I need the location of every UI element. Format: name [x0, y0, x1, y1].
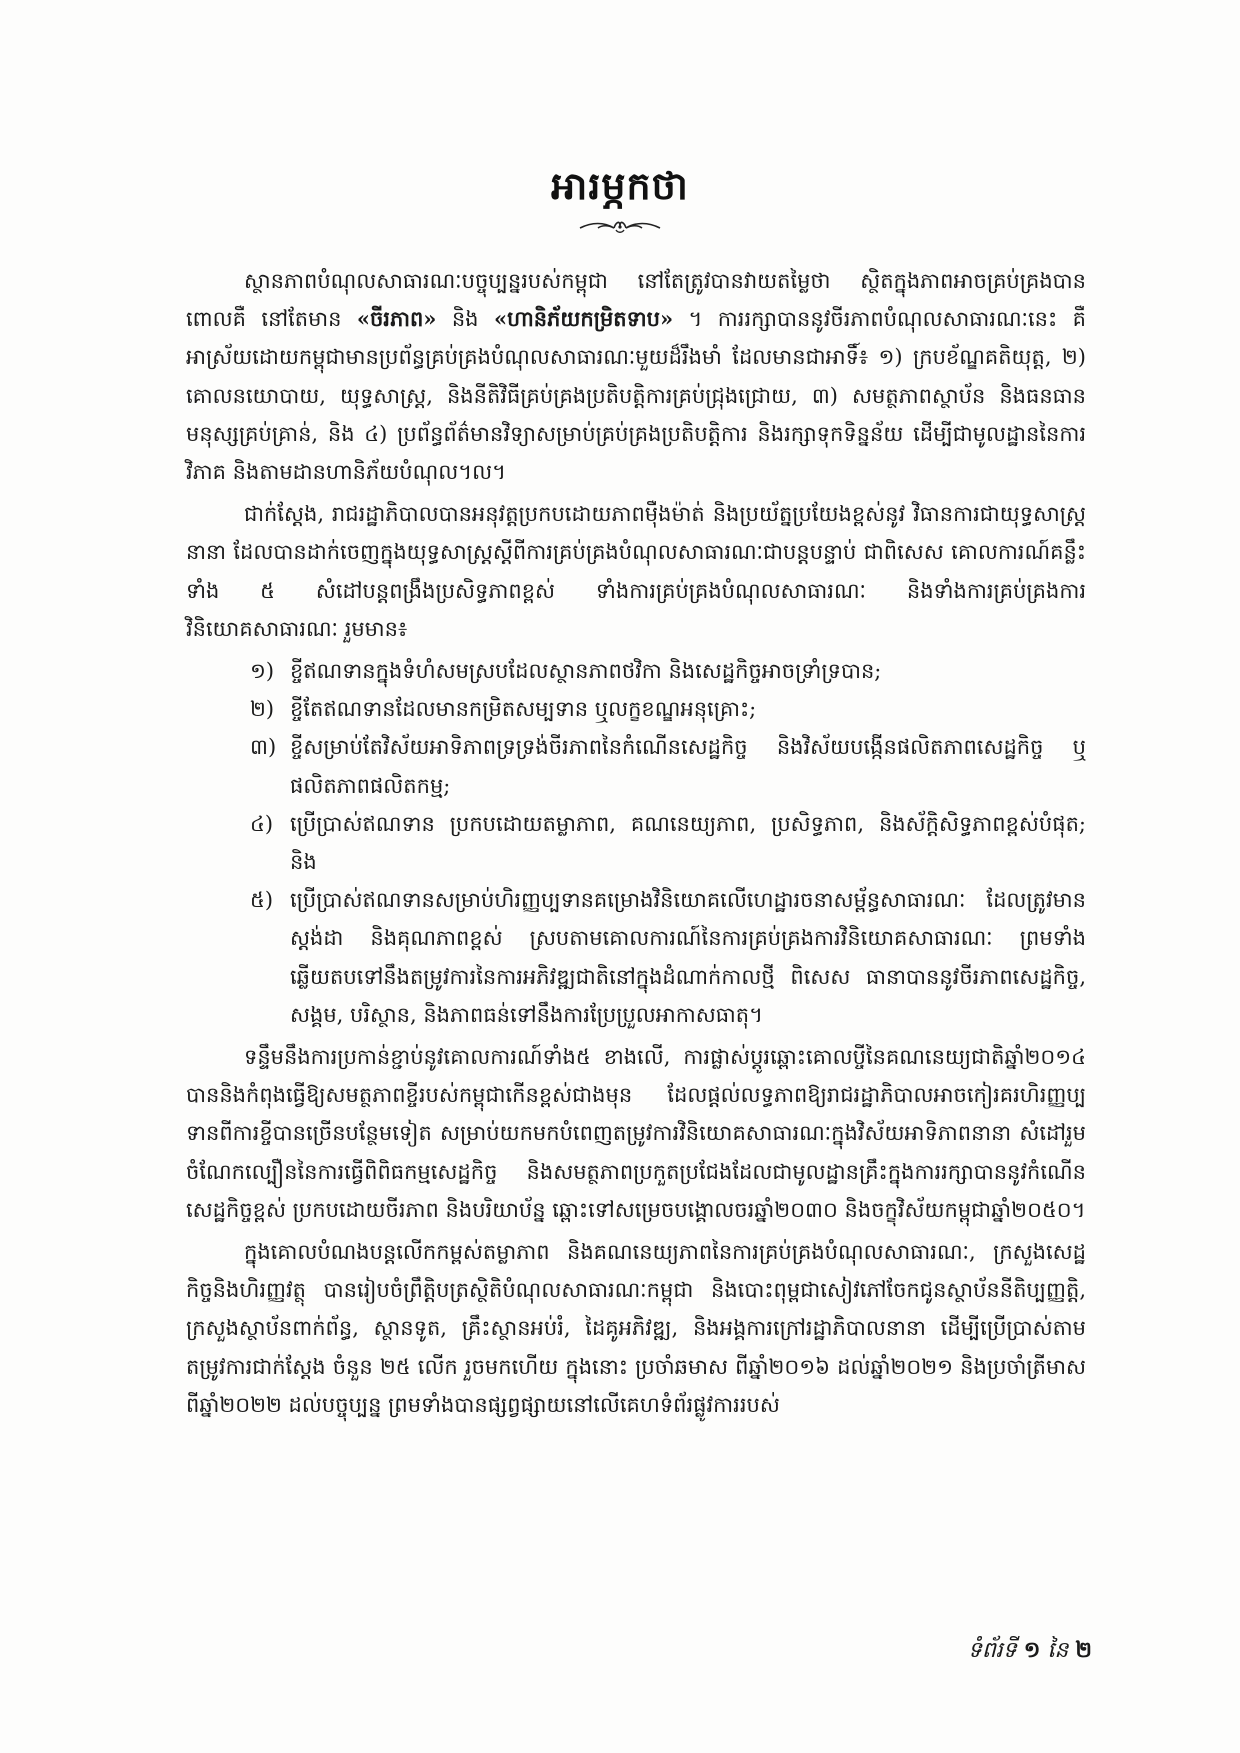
decorative-flourish-icon	[0, 218, 1240, 240]
list-item	[186, 881, 1086, 1034]
list-item-number: ៤)	[250, 811, 274, 836]
paragraph-1	[186, 262, 1086, 491]
list-item-text: ប្រើប្រាស់ឥណទានសម្រាប់ហិរញ្ញប្បទានគម្រោងវិនិយោគលើហេដ្ឋារចនាសម្ព័ន្ធសាធារណៈ ដែលត្រូវមានស្តង់ដា និងគុណភាពខ្ពស់ ស្របតាមគោលការណ៍នៃការគ្រប់គ្រងការវិនិយោគសាធារណៈ ព្រមទាំងឆ្លើយតបទៅនឹងតម្រូវការនៃការអភិវឌ្ឍជាតិនៅក្នុងដំណាក់កាលថ្មី ពិសេស ធានាបាននូវចីរភាពសេដ្ឋកិច្ច, សង្គម, បរិស្ថាន, និងភាពធន់ទៅនឹងការប្រែប្រួលអាកាសធាតុ។	[290, 888, 1086, 1027]
page-number	[968, 1636, 1092, 1668]
paragraph-4: ក្នុងគោលបំណងបន្តលើកកម្ពស់តម្លាភាព និងគណនេយ្យភាពនៃការគ្រប់គ្រងបំណុលសាធារណៈ, ក្រសួងសេដ្ឋកិច្ចនិងហិរញ្ញវត្ថុ បានរៀបចំព្រឹត្តិបត្រស្ថិតិបំណុលសាធារណៈកម្ពុជា និងបោះពុម្ពជាសៀវភៅចែកជូនស្ថាប័ននីតិប្បញ្ញត្តិ, ក្រសួងស្ថាប័នពាក់ព័ន្ធ, ស្ថានទូត, គ្រឹះស្ថានអប់រំ, ដៃគូអភិវឌ្ឍ, និងអង្គការក្រៅរដ្ឋាភិបាលនានា ដើម្បីប្រើប្រាស់តាមតម្រូវការជាក់ស្តែង ចំនួន ២៥ លើក រួចមកហើយ ក្នុងនោះ ប្រចាំឆមាស ពីឆ្នាំ២០១៦ ដល់ឆ្នាំ២០២១ និងប្រចាំត្រីមាស ពីឆ្នាំ២០២២ ដល់បច្ចុប្បន្ន ព្រមទាំងបានផ្សព្វផ្សាយនៅលើគេហទំព័រផ្លូវការរបស់	[186, 1240, 1086, 1417]
list-item	[186, 805, 1086, 881]
page-number-prefix: ទំព័រទី	[967, 1638, 1024, 1663]
low-risk-term: «ហានិភ័យកម្រិតទាប»	[493, 306, 674, 332]
list-item-number: ២)	[250, 697, 275, 722]
principles-list	[186, 652, 1086, 1034]
list-item-number: ១)	[250, 659, 275, 684]
list-item-text: ខ្ចីឥណទានក្នុងទំហំសមស្របដែលស្ថានភាពថវិកា និងសេដ្ឋកិច្ចអាចទ្រាំទ្របាន;	[290, 659, 882, 684]
list-item	[186, 690, 1086, 728]
page-number-current: ១	[1023, 1637, 1041, 1663]
list-item	[186, 652, 1086, 690]
flourish-icon	[578, 218, 662, 236]
list-item-text: ប្រើប្រាស់ឥណទាន ប្រកបដោយតម្លាភាព, គណនេយ្យភាព, ប្រសិទ្ធភាព, និងស័ក្តិសិទ្ធភាពខ្ពស់បំផុត; និង	[290, 811, 1086, 875]
paragraph-2: ជាក់ស្តែង, រាជរដ្ឋាភិបាលបានអនុវត្តប្រកបដោយភាពម៉ឺងម៉ាត់ និងប្រយ័ត្នប្រយែងខ្ពស់នូវ វិធានការជាយុទ្ធសាស្ត្រនានា ដែលបានដាក់ចេញក្នុងយុទ្ធសាស្ត្រស្តីពីការគ្រប់គ្រងបំណុលសាធារណៈជាបន្តបន្ទាប់ ជាពិសេស គោលការណ៍គន្លឹះទាំង ៥ សំដៅបន្តពង្រឹងប្រសិទ្ធភាពខ្ពស់ ទាំងការគ្រប់គ្រងបំណុលសាធារណៈ និងទាំងការគ្រប់គ្រងការវិនិយោគសាធារណៈ រួមមាន៖	[186, 502, 1086, 641]
paragraph-1-text-c: ។ ការរក្សាបាននូវចីរភាពបំណុលសាធារណៈនេះ គឺអាស្រ័យដោយកម្ពុជាមានប្រព័ន្ធគ្រប់គ្រងបំណុលសាធារណៈមួយដ៏រឹងមាំ ដែលមានជាអាទិ៍៖ ១) ក្របខ័ណ្ឌគតិយុត្ត, ២) គោលនយោបាយ, យុទ្ធសាស្ត្រ, និងនីតិវិធីគ្រប់គ្រងប្រតិបត្តិការគ្រប់ជ្រុងជ្រោយ, ៣) សមត្ថភាពស្ថាប័ន និងធនធានមនុស្សគ្រប់គ្រាន់, និង ៤) ប្រព័ន្ធព័ត៌មានវិទ្យាសម្រាប់គ្រប់គ្រងប្រតិបត្តិការ និងរក្សាទុកទិន្នន័យ ដើម្បីជាមូលដ្ឋាននៃការវិភាគ និងតាមដានហានិភ័យបំណុល។ល។	[186, 307, 1086, 485]
sustainability-term: «ចីរភាព»	[356, 306, 437, 332]
list-item	[186, 728, 1086, 804]
paragraph-1-text-a: ស្ថានភាពបំណុលសាធារណៈបច្ចុប្បន្នរបស់កម្ពុជា នៅតែត្រូវបានវាយតម្លៃថា ស្ថិតក្នុងភាពអាចគ្រប់គ្រងបាន ពោលគឺ នៅតែមាន	[186, 269, 1086, 332]
page-title: អារម្ភកថា	[551, 163, 689, 208]
list-item-number: ៣)	[250, 735, 277, 760]
page-number-separator: នៃ	[1040, 1638, 1076, 1663]
paragraph-1-text-b: និង	[436, 307, 494, 332]
document-body	[186, 262, 1086, 1428]
page-number-total: ២	[1075, 1637, 1092, 1663]
list-item-text: ខ្ចីសម្រាប់តែវិស័យអាទិភាពទ្រទ្រង់ចីរភាពនៃកំណើនសេដ្ឋកិច្ច និងវិស័យបង្កើនផលិតភាពសេដ្ឋកិច្ច ឬផលិតភាពផលិតកម្ម;	[290, 735, 1086, 798]
list-item-number: ៥)	[250, 888, 274, 913]
paragraph-3: ទន្ទឹមនឹងការប្រកាន់ខ្ជាប់នូវគោលការណ៍ទាំង៥ ខាងលើ, ការផ្លាស់ប្តូរឆ្ពោះគោលប្ចីនៃគណនេយ្យជាតិឆ្នាំ២០១៤ បាននិងកំពុងធ្វើឱ្យសមត្ថភាពខ្ចីរបស់កម្ពុជាកើនខ្ពស់ជាងមុន ដែលផ្តល់លទ្ធភាពឱ្យរាជរដ្ឋាភិបាលអាចកៀរគរហិរញ្ញប្បទានពីការខ្ចីបានច្រើនបន្ថែមទៀត សម្រាប់យកមកបំពេញតម្រូវការវិនិយោគសាធារណៈក្នុងវិស័យអាទិភាពនានា សំដៅរួមចំណែកល្បឿននៃការធ្វើពិពិធកម្មសេដ្ឋកិច្ច និងសមត្ថភាពប្រកួតប្រជែងដែលជាមូលដ្ឋានគ្រឹះក្នុងការរក្សាបាននូវកំណើនសេដ្ឋកិច្ចខ្ពស់ ប្រកបដោយចីរភាព និងបរិយាប័ន្ន ឆ្ពោះទៅសម្រេចបង្គោលចរឆ្នាំ២០៣០ និងចក្ខុវិស័យកម្ពុជាឆ្នាំ២០៥០។	[186, 1045, 1086, 1222]
list-item-text: ខ្ចីតែឥណទានដែលមានកម្រិតសម្បទាន ឬលក្ខខណ្ឌអនុគ្រោះ;	[290, 697, 757, 722]
